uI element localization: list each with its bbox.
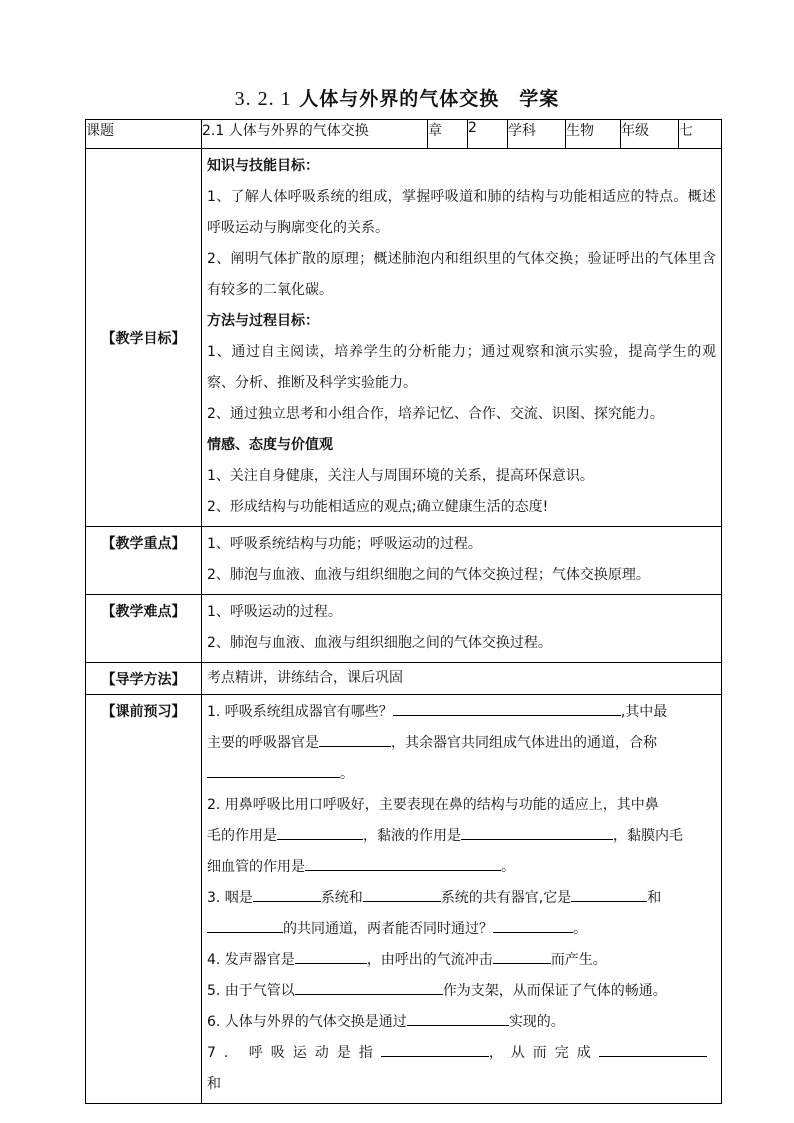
question-1-end: 。: [207, 759, 716, 790]
header-subject-label: 学科: [508, 120, 566, 149]
header-topic-value: 2.1 人体与外界的气体交换: [202, 120, 428, 149]
goals-item: 1、通过自主阅读，培养学生的分析能力；通过观察和演示实验，提高学生的观察、分析、推断及科学实验能力。: [207, 344, 716, 391]
blank[interactable]: [407, 1009, 509, 1026]
blank[interactable]: [319, 730, 391, 747]
blank[interactable]: [295, 978, 443, 995]
goals-heading-method: 方法与过程目标：: [207, 313, 319, 329]
goals-item: 2、阐明气体扩散的原理；概述肺泡内和组织里的气体交换；验证呼出的气体里含有较多的二氧化碳。: [207, 251, 716, 298]
title-number: 3. 2. 1: [234, 88, 292, 110]
goals-item: 2、通过独立思考和小组合作，培养记忆、合作、交流、识图、探究能力。: [207, 406, 664, 422]
method-content: [202, 663, 722, 695]
page-title: [0, 84, 794, 111]
difficult-item: 1、呼吸运动的过程。: [207, 604, 342, 620]
key-item: 1、呼吸系统结构与功能；呼吸运动的过程。: [207, 536, 482, 552]
method-item: 考点精讲，讲练结合，课后巩固: [207, 670, 403, 686]
question-7: 7. 呼吸运动是指 ，从而完成和: [207, 1038, 716, 1100]
question-3: 3. 咽是 系统和 系统的共有器官,它是 和: [207, 883, 716, 914]
blank[interactable]: [571, 885, 647, 902]
blank[interactable]: [393, 699, 621, 716]
goals-row: [86, 149, 722, 527]
goals-item: 1、了解人体呼吸系统的组成，掌握呼吸道和肺的结构与功能相适应的特点。概述呼吸运动与胸廓变化的关系。: [207, 189, 716, 236]
question-3-cont: 的共同通道，两者能否同时通过？ 。: [207, 914, 716, 945]
goals-item: 2、形成结构与功能相适应的观点;确立健康生活的态度!: [207, 499, 549, 515]
question-2-end: 细血管的作用是 。: [207, 852, 716, 883]
title-text: 人体与外界的气体交换 学案: [299, 88, 560, 110]
question-1: 1. 呼吸系统组成器官有哪些？ ,其中最: [207, 697, 716, 728]
header-chapter-value: 2: [468, 120, 508, 149]
blank[interactable]: [305, 854, 501, 871]
blank[interactable]: [599, 1040, 707, 1057]
header-grade-value: 七: [679, 120, 722, 149]
goals-label: 【教学目标】: [86, 149, 202, 527]
question-5: 5. 由于气管以 作为支架，从而保证了气体的畅通。: [207, 976, 716, 1007]
difficult-item: 2、肺泡与血液、血液与组织细胞之间的气体交换过程。: [207, 635, 552, 651]
method-row: [86, 663, 722, 695]
question-6: 6. 人体与外界的气体交换是通过 实现的。: [207, 1007, 716, 1038]
blank[interactable]: [207, 916, 283, 933]
blank[interactable]: [381, 1040, 489, 1057]
method-label: 【导学方法】: [86, 663, 202, 695]
blank[interactable]: [493, 947, 551, 964]
blank[interactable]: [277, 823, 363, 840]
goals-item: 1、关注自身健康，关注人与周围环境的关系，提高环保意识。: [207, 468, 594, 484]
header-row: [86, 120, 722, 149]
blank[interactable]: [207, 761, 340, 778]
goals-heading-attitude: 情感、态度与价值观: [207, 437, 333, 453]
header-topic-label: 课题: [86, 120, 202, 149]
blank[interactable]: [253, 885, 321, 902]
blank[interactable]: [295, 947, 367, 964]
goals-content: [202, 149, 722, 527]
difficult-content: [202, 595, 722, 663]
key-label: 【教学重点】: [86, 527, 202, 595]
difficult-row: [86, 595, 722, 663]
lesson-table: [85, 119, 722, 1104]
goals-heading-knowledge: 知识与技能目标：: [207, 158, 319, 174]
question-2: 2. 用鼻呼吸比用口呼吸好，主要表现在鼻的结构与功能的适应上，其中鼻: [207, 797, 659, 813]
key-content: [202, 527, 722, 595]
key-row: [86, 527, 722, 595]
question-2-cont: 毛的作用是 ，黏液的作用是 ，黏膜内毛: [207, 821, 716, 852]
blank[interactable]: [461, 823, 613, 840]
blank[interactable]: [493, 916, 573, 933]
difficult-label: 【教学难点】: [86, 595, 202, 663]
preview-row: [86, 695, 722, 1104]
header-chapter-label: 章: [428, 120, 468, 149]
key-item: 2、肺泡与血液、血液与组织细胞之间的气体交换过程；气体交换原理。: [207, 567, 650, 583]
question-4: 4. 发声器官是 ，由呼出的气流冲击 而产生。: [207, 945, 716, 976]
header-grade-label: 年级: [621, 120, 679, 149]
header-subject-value: 生物: [566, 120, 621, 149]
blank[interactable]: [363, 885, 441, 902]
preview-label: 【课前预习】: [86, 695, 202, 1104]
question-1-cont: 主要的呼吸器官是 ，其余器官共同组成气体进出的通道，合称: [207, 728, 716, 759]
preview-content: [202, 695, 722, 1104]
